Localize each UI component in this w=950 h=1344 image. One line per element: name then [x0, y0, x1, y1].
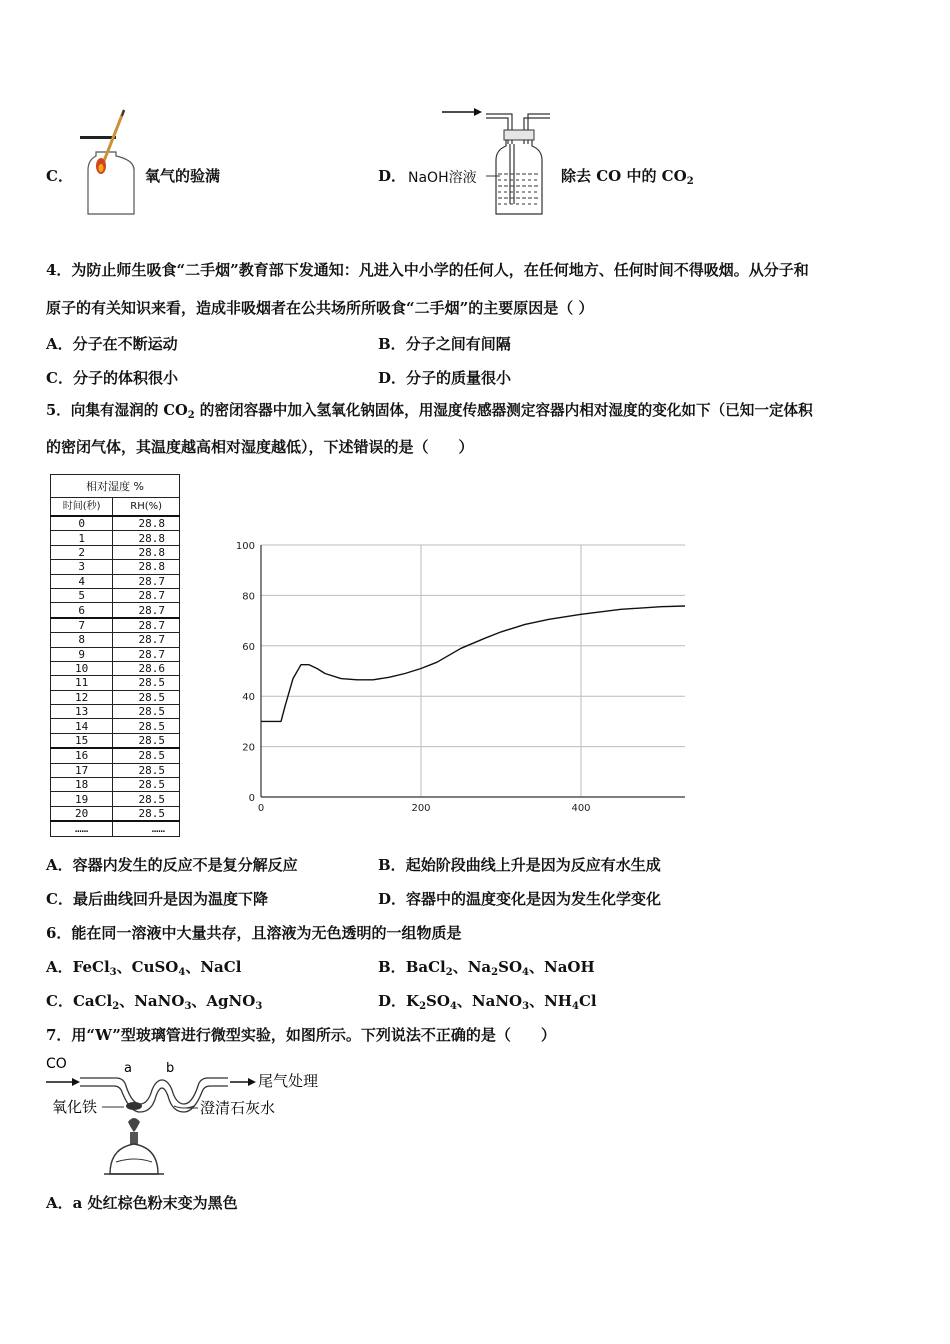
rh-cell: 28.5: [113, 763, 180, 777]
table-row: [51, 690, 180, 704]
q5-stem-line2: 的密闭气体，其温度越高相对湿度越低），下述错误的是（ ）: [46, 438, 474, 456]
table-row: [51, 792, 180, 806]
oxygen-test-apparatus-illustration: [78, 108, 140, 218]
rh-cell: 28.5: [113, 690, 180, 704]
time-cell: 18: [51, 778, 113, 792]
time-cell: 2: [51, 545, 113, 559]
humidity-line-chart: [225, 535, 695, 820]
naoh-solution-label: NaOH溶液: [408, 170, 477, 186]
q7-stem: 7．用“W”型玻璃管进行微型实验，如图所示。下列说法不正确的是（ ）: [46, 1026, 556, 1044]
table-row: [51, 618, 180, 633]
q4-stem-line1: 4．为防止师生吸食“二手烟”教育部下发通知：凡进入中小学的任何人，在任何地方、任何时间不得吸烟。从分子和: [46, 261, 809, 279]
iron-oxide-label: 氧化铁: [52, 1098, 98, 1116]
gas-washing-bottle-illustration: [438, 104, 550, 220]
time-cell: 19: [51, 792, 113, 806]
table-row: [51, 733, 180, 748]
time-cell: 5: [51, 588, 113, 602]
x-tick-label: 0: [257, 803, 265, 814]
table-row: [51, 588, 180, 602]
q5-option-d: D．容器中的温度变化是因为发生化学变化: [378, 890, 662, 908]
table-row: [51, 661, 180, 675]
table-row: [51, 633, 180, 647]
q4-stem-line2: 原子的有关知识来看，造成非吸烟者在公共场所所吸食“二手烟”的主要原因是（ ）: [46, 299, 594, 317]
q5-option-b: B．起始阶段曲线上升是因为反应有水生成: [378, 856, 661, 874]
table-row: [51, 560, 180, 574]
rh-cell: 28.5: [113, 792, 180, 806]
rh-cell: 28.5: [113, 806, 180, 821]
time-cell: 20: [51, 806, 113, 821]
table-row: [51, 719, 180, 733]
q4-option-b: B．分子之间有间隔: [378, 335, 511, 353]
rh-cell: 28.5: [113, 676, 180, 690]
q6-stem: 6．能在同一溶液中大量共存，且溶液为无色透明的一组物质是: [46, 924, 462, 942]
humidity-table-title: 相对湿度 %: [51, 475, 180, 498]
rh-cell: 28.7: [113, 574, 180, 588]
rh-cell: 28.8: [113, 531, 180, 545]
table-row: [51, 806, 180, 821]
column-header-rh: RH(%): [113, 498, 180, 517]
time-cell: 12: [51, 690, 113, 704]
q3-option-c-letter: C．: [46, 167, 73, 185]
q4-option-d: D．分子的质量很小: [378, 369, 512, 387]
column-header-time: 时间(秒): [51, 498, 113, 517]
humidity-table: [50, 474, 180, 837]
q3-option-d-text: 除去 CO 中的 $CO_2$: [561, 167, 694, 187]
rh-cell: 28.6: [113, 661, 180, 675]
table-row: [51, 705, 180, 719]
rh-cell: 28.5: [113, 778, 180, 792]
y-tick-label: 100: [235, 541, 255, 552]
rh-cell: 28.7: [113, 647, 180, 661]
q3-option-c-text: 氧气的验满: [145, 167, 221, 185]
b-label: b: [166, 1061, 175, 1076]
w-tube-apparatus-illustration: [44, 1052, 344, 1182]
q6-option-c: C．CaCl$_2$、NaNO$_3$、AgNO$_3$: [46, 992, 263, 1012]
time-cell: 0: [51, 516, 113, 531]
q6-option-a: A．FeCl$_3$、CuSO$_4$、NaCl: [46, 958, 242, 978]
time-cell: 8: [51, 633, 113, 647]
y-tick-label: 80: [242, 591, 255, 603]
rh-cell: 28.8: [113, 545, 180, 559]
table-row: [51, 647, 180, 661]
q6-option-d: D．$K_2SO_4$、NaNO$_3$、$NH_4Cl$: [378, 992, 597, 1012]
humidity-table-body: [51, 516, 180, 836]
rh-cell: 28.7: [113, 633, 180, 647]
co-label: CO: [46, 1056, 67, 1072]
rh-cell: 28.7: [113, 588, 180, 602]
q7-option-a: A．a 处红棕色粉末变为黑色: [46, 1194, 238, 1212]
table-row: [51, 748, 180, 763]
q5-option-c: C．最后曲线回升是因为温度下降: [46, 890, 268, 908]
time-cell: 17: [51, 763, 113, 777]
time-cell: 4: [51, 574, 113, 588]
table-row: [51, 531, 180, 545]
rh-cell: 28.8: [113, 516, 180, 531]
q4-option-c: C．分子的体积很小: [46, 369, 178, 387]
time-cell: 11: [51, 676, 113, 690]
q5-option-a: A．容器内发生的反应不是复分解反应: [46, 856, 298, 874]
q4-option-a: A．分子在不断运动: [46, 335, 178, 353]
y-tick-label: 0: [248, 793, 255, 804]
rh-series-line: [261, 606, 685, 721]
x-tick-label: 400: [571, 803, 591, 814]
time-cell: 1: [51, 531, 113, 545]
table-row: [51, 676, 180, 690]
table-row: [51, 574, 180, 588]
rh-cell: 28.8: [113, 560, 180, 574]
x-tick-label: 200: [411, 803, 431, 814]
table-row: [51, 603, 180, 618]
table-row: [51, 821, 180, 836]
time-cell: 7: [51, 618, 113, 633]
time-cell: 9: [51, 647, 113, 661]
q5-stem-line1: 5．向集有湿润的 $CO_2$ 的密闭容器中加入氢氧化钠固体，用湿度传感器测定容器内相对湿度的变化如下（已知一定体积: [46, 402, 813, 421]
y-tick-label: 40: [242, 692, 255, 704]
time-cell: 3: [51, 560, 113, 574]
time-cell: 10: [51, 661, 113, 675]
time-cell: ……: [51, 821, 113, 836]
y-tick-label: 20: [242, 742, 255, 754]
rh-cell: ……: [113, 821, 180, 836]
rh-cell: 28.5: [113, 748, 180, 763]
time-cell: 13: [51, 705, 113, 719]
a-label: a: [124, 1061, 132, 1076]
rh-cell: 28.5: [113, 733, 180, 748]
table-row: [51, 778, 180, 792]
rh-cell: 28.5: [113, 719, 180, 733]
time-cell: 6: [51, 603, 113, 618]
time-cell: 16: [51, 748, 113, 763]
table-row: [51, 763, 180, 777]
rh-cell: 28.7: [113, 603, 180, 618]
table-row: [51, 516, 180, 531]
q6-option-b: B．BaCl$_2$、$Na_2SO_4$、NaOH: [378, 958, 595, 978]
rh-cell: 28.5: [113, 705, 180, 719]
rh-cell: 28.7: [113, 618, 180, 633]
time-cell: 14: [51, 719, 113, 733]
q3-option-d-letter: D．: [378, 167, 407, 185]
y-tick-label: 60: [242, 641, 255, 653]
time-cell: 15: [51, 733, 113, 748]
limewater-label: 澄清石灰水: [200, 1099, 276, 1117]
tail-gas-label: 尾气处理: [258, 1072, 319, 1090]
table-row: [51, 545, 180, 559]
